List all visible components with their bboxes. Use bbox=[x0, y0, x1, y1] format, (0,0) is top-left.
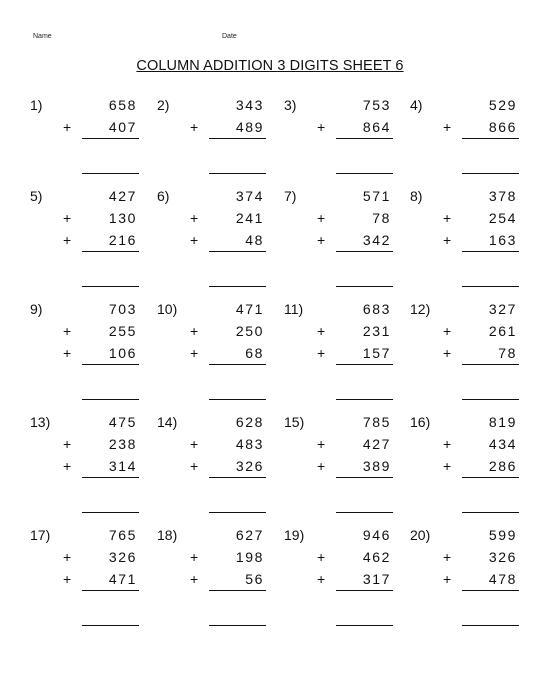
addend-value: 628 bbox=[235, 414, 264, 430]
problem-1 bbox=[30, 97, 158, 177]
addend-value: 434 bbox=[488, 436, 517, 452]
sum-line bbox=[82, 138, 139, 139]
plus-sign: + bbox=[443, 323, 452, 339]
plus-sign: + bbox=[190, 323, 199, 339]
addend-value: 261 bbox=[488, 323, 517, 339]
addend-value: 866 bbox=[488, 119, 517, 135]
plus-sign: + bbox=[63, 436, 72, 452]
plus-sign: + bbox=[443, 458, 452, 474]
addend-row bbox=[284, 549, 412, 569]
addend-row bbox=[410, 210, 538, 230]
addend-row bbox=[157, 188, 285, 208]
answer-line[interactable] bbox=[462, 625, 519, 626]
plus-sign: + bbox=[63, 458, 72, 474]
addend-value: 864 bbox=[362, 119, 391, 135]
problem-number: 17) bbox=[30, 527, 51, 543]
addend-value: 785 bbox=[362, 414, 391, 430]
addend-value: 407 bbox=[108, 119, 137, 135]
problem-number: 3) bbox=[284, 97, 297, 113]
addend-value: 819 bbox=[488, 414, 517, 430]
addend-row bbox=[284, 301, 412, 321]
problem-number: 13) bbox=[30, 414, 51, 430]
plus-sign: + bbox=[63, 119, 72, 135]
plus-sign: + bbox=[317, 436, 326, 452]
plus-sign: + bbox=[317, 549, 326, 565]
plus-sign: + bbox=[443, 436, 452, 452]
plus-sign: + bbox=[190, 571, 199, 587]
answer-line[interactable] bbox=[336, 625, 393, 626]
problem-number: 20) bbox=[410, 527, 431, 543]
addend-value: 317 bbox=[362, 571, 391, 587]
answer-line[interactable] bbox=[336, 173, 393, 174]
addend-value: 753 bbox=[362, 97, 391, 113]
answer-line[interactable] bbox=[336, 512, 393, 513]
addend-value: 216 bbox=[108, 232, 137, 248]
plus-sign: + bbox=[190, 119, 199, 135]
addend-row bbox=[410, 571, 538, 591]
problem-20 bbox=[410, 527, 538, 607]
problem-4 bbox=[410, 97, 538, 177]
addend-row bbox=[410, 414, 538, 434]
addend-row bbox=[30, 301, 158, 321]
addend-value: 475 bbox=[108, 414, 137, 430]
addend-row bbox=[410, 527, 538, 547]
addend-value: 683 bbox=[362, 301, 391, 317]
plus-sign: + bbox=[190, 436, 199, 452]
addend-row bbox=[30, 97, 158, 117]
answer-line[interactable] bbox=[209, 173, 266, 174]
addend-row bbox=[410, 97, 538, 117]
plus-sign: + bbox=[317, 232, 326, 248]
plus-sign: + bbox=[443, 549, 452, 565]
addend-row bbox=[284, 436, 412, 456]
plus-sign: + bbox=[317, 458, 326, 474]
problem-number: 15) bbox=[284, 414, 305, 430]
problem-number: 9) bbox=[30, 301, 43, 317]
problem-10 bbox=[157, 301, 285, 381]
sum-line bbox=[336, 590, 393, 591]
problem-16 bbox=[410, 414, 538, 494]
addend-value: 599 bbox=[488, 527, 517, 543]
plus-sign: + bbox=[443, 210, 452, 226]
sum-line bbox=[462, 590, 519, 591]
problem-number: 12) bbox=[410, 301, 431, 317]
addend-value: 427 bbox=[108, 188, 137, 204]
addend-value: 48 bbox=[245, 232, 264, 248]
sum-line bbox=[209, 251, 266, 252]
addend-row bbox=[157, 301, 285, 321]
addend-row bbox=[410, 549, 538, 569]
addend-row bbox=[410, 458, 538, 478]
problem-number: 16) bbox=[410, 414, 431, 430]
addend-row bbox=[410, 232, 538, 252]
problem-number: 6) bbox=[157, 188, 170, 204]
addend-value: 471 bbox=[235, 301, 264, 317]
plus-sign: + bbox=[443, 232, 452, 248]
addend-value: 314 bbox=[108, 458, 137, 474]
plus-sign: + bbox=[317, 345, 326, 361]
addend-row bbox=[157, 119, 285, 139]
problem-9 bbox=[30, 301, 158, 381]
addend-value: 471 bbox=[108, 571, 137, 587]
addend-value: 571 bbox=[362, 188, 391, 204]
plus-sign: + bbox=[317, 323, 326, 339]
addend-value: 198 bbox=[235, 549, 264, 565]
addend-value: 254 bbox=[488, 210, 517, 226]
problem-17 bbox=[30, 527, 158, 607]
sum-line bbox=[82, 477, 139, 478]
addend-row bbox=[284, 119, 412, 139]
name-label: Name bbox=[33, 33, 52, 40]
addend-row bbox=[30, 323, 158, 343]
problem-3 bbox=[284, 97, 412, 177]
plus-sign: + bbox=[317, 571, 326, 587]
answer-line[interactable] bbox=[209, 399, 266, 400]
plus-sign: + bbox=[317, 119, 326, 135]
sum-line bbox=[462, 364, 519, 365]
addend-row bbox=[30, 436, 158, 456]
problem-14 bbox=[157, 414, 285, 494]
addend-row bbox=[284, 97, 412, 117]
addend-value: 529 bbox=[488, 97, 517, 113]
problem-number: 8) bbox=[410, 188, 423, 204]
addend-value: 326 bbox=[108, 549, 137, 565]
addend-row bbox=[157, 436, 285, 456]
addend-row bbox=[410, 323, 538, 343]
addend-row bbox=[30, 549, 158, 569]
plus-sign: + bbox=[63, 549, 72, 565]
addend-value: 56 bbox=[245, 571, 264, 587]
problem-7 bbox=[284, 188, 412, 268]
addend-row bbox=[30, 119, 158, 139]
addend-value: 389 bbox=[362, 458, 391, 474]
addend-value: 327 bbox=[488, 301, 517, 317]
sum-line bbox=[462, 251, 519, 252]
problem-15 bbox=[284, 414, 412, 494]
addend-row bbox=[30, 571, 158, 591]
answer-line[interactable] bbox=[82, 625, 139, 626]
sum-line bbox=[209, 477, 266, 478]
sum-line bbox=[462, 477, 519, 478]
plus-sign: + bbox=[190, 549, 199, 565]
addend-value: 78 bbox=[372, 210, 391, 226]
plus-sign: + bbox=[190, 210, 199, 226]
addend-row bbox=[284, 188, 412, 208]
addend-value: 374 bbox=[235, 188, 264, 204]
addend-row bbox=[157, 323, 285, 343]
answer-line[interactable] bbox=[209, 625, 266, 626]
addend-row bbox=[157, 97, 285, 117]
problem-2 bbox=[157, 97, 285, 177]
answer-line[interactable] bbox=[82, 399, 139, 400]
addend-row bbox=[410, 119, 538, 139]
plus-sign: + bbox=[63, 232, 72, 248]
addend-row bbox=[410, 301, 538, 321]
addend-value: 343 bbox=[235, 97, 264, 113]
addend-value: 483 bbox=[235, 436, 264, 452]
answer-line[interactable] bbox=[462, 286, 519, 287]
sum-line bbox=[336, 477, 393, 478]
sum-line bbox=[336, 364, 393, 365]
problem-5 bbox=[30, 188, 158, 268]
problem-number: 18) bbox=[157, 527, 178, 543]
sum-line bbox=[82, 364, 139, 365]
addend-value: 627 bbox=[235, 527, 264, 543]
addend-row bbox=[284, 323, 412, 343]
addend-row bbox=[284, 345, 412, 365]
addend-value: 765 bbox=[108, 527, 137, 543]
worksheet-title: COLUMN ADDITION 3 DIGITS SHEET 6 bbox=[136, 58, 404, 74]
plus-sign: + bbox=[190, 458, 199, 474]
addend-value: 946 bbox=[362, 527, 391, 543]
plus-sign: + bbox=[63, 345, 72, 361]
addend-value: 478 bbox=[488, 571, 517, 587]
plus-sign: + bbox=[63, 323, 72, 339]
addend-value: 238 bbox=[108, 436, 137, 452]
addend-row bbox=[157, 571, 285, 591]
addend-value: 286 bbox=[488, 458, 517, 474]
addend-value: 462 bbox=[362, 549, 391, 565]
addend-value: 658 bbox=[108, 97, 137, 113]
problem-8 bbox=[410, 188, 538, 268]
sum-line bbox=[82, 251, 139, 252]
problem-number: 11) bbox=[284, 301, 304, 317]
addend-value: 241 bbox=[235, 210, 264, 226]
plus-sign: + bbox=[190, 345, 199, 361]
addend-value: 255 bbox=[108, 323, 137, 339]
addend-row bbox=[30, 345, 158, 365]
answer-line[interactable] bbox=[209, 286, 266, 287]
addend-row bbox=[284, 571, 412, 591]
problem-number: 1) bbox=[30, 97, 43, 113]
addend-row bbox=[284, 414, 412, 434]
sum-line bbox=[462, 138, 519, 139]
plus-sign: + bbox=[63, 210, 72, 226]
addend-row bbox=[30, 527, 158, 547]
addend-row bbox=[30, 232, 158, 252]
answer-line[interactable] bbox=[82, 173, 139, 174]
addend-row bbox=[157, 414, 285, 434]
problem-number: 19) bbox=[284, 527, 305, 543]
addend-row bbox=[157, 549, 285, 569]
sum-line bbox=[82, 590, 139, 591]
answer-line[interactable] bbox=[82, 286, 139, 287]
addend-value: 78 bbox=[498, 345, 517, 361]
plus-sign: + bbox=[63, 571, 72, 587]
answer-line[interactable] bbox=[336, 286, 393, 287]
answer-line[interactable] bbox=[462, 512, 519, 513]
addend-value: 250 bbox=[235, 323, 264, 339]
addend-value: 378 bbox=[488, 188, 517, 204]
answer-line[interactable] bbox=[336, 399, 393, 400]
problem-6 bbox=[157, 188, 285, 268]
addend-value: 703 bbox=[108, 301, 137, 317]
answer-line[interactable] bbox=[462, 173, 519, 174]
problem-13 bbox=[30, 414, 158, 494]
addend-value: 231 bbox=[362, 323, 391, 339]
addend-row bbox=[284, 232, 412, 252]
addend-row bbox=[284, 527, 412, 547]
sum-line bbox=[336, 138, 393, 139]
addend-row bbox=[410, 345, 538, 365]
answer-line[interactable] bbox=[462, 399, 519, 400]
addend-row bbox=[410, 436, 538, 456]
plus-sign: + bbox=[443, 119, 452, 135]
problem-number: 2) bbox=[157, 97, 170, 113]
addend-row bbox=[30, 414, 158, 434]
answer-line[interactable] bbox=[209, 512, 266, 513]
addend-row bbox=[157, 458, 285, 478]
problem-number: 4) bbox=[410, 97, 423, 113]
addend-value: 106 bbox=[108, 345, 137, 361]
sum-line bbox=[209, 590, 266, 591]
problem-11 bbox=[284, 301, 412, 381]
plus-sign: + bbox=[190, 232, 199, 248]
problem-number: 7) bbox=[284, 188, 297, 204]
addend-value: 163 bbox=[488, 232, 517, 248]
addend-value: 157 bbox=[362, 345, 391, 361]
problem-12 bbox=[410, 301, 538, 381]
addend-value: 130 bbox=[108, 210, 137, 226]
answer-line[interactable] bbox=[82, 512, 139, 513]
plus-sign: + bbox=[317, 210, 326, 226]
addend-row bbox=[157, 527, 285, 547]
addend-value: 326 bbox=[235, 458, 264, 474]
addend-row bbox=[284, 210, 412, 230]
addend-row bbox=[157, 210, 285, 230]
problem-19 bbox=[284, 527, 412, 607]
addend-value: 68 bbox=[245, 345, 264, 361]
sum-line bbox=[209, 364, 266, 365]
addend-value: 489 bbox=[235, 119, 264, 135]
addend-row bbox=[410, 188, 538, 208]
addend-row bbox=[30, 188, 158, 208]
sum-line bbox=[209, 138, 266, 139]
date-label: Date bbox=[222, 33, 237, 40]
plus-sign: + bbox=[443, 345, 452, 361]
addend-row bbox=[157, 345, 285, 365]
sum-line bbox=[336, 251, 393, 252]
addend-row bbox=[157, 232, 285, 252]
addend-row bbox=[284, 458, 412, 478]
problem-number: 5) bbox=[30, 188, 43, 204]
problem-number: 10) bbox=[157, 301, 178, 317]
plus-sign: + bbox=[443, 571, 452, 587]
addend-value: 427 bbox=[362, 436, 391, 452]
addend-value: 326 bbox=[488, 549, 517, 565]
problem-18 bbox=[157, 527, 285, 607]
addend-value: 342 bbox=[362, 232, 391, 248]
problem-number: 14) bbox=[157, 414, 178, 430]
addend-row bbox=[30, 210, 158, 230]
addend-row bbox=[30, 458, 158, 478]
